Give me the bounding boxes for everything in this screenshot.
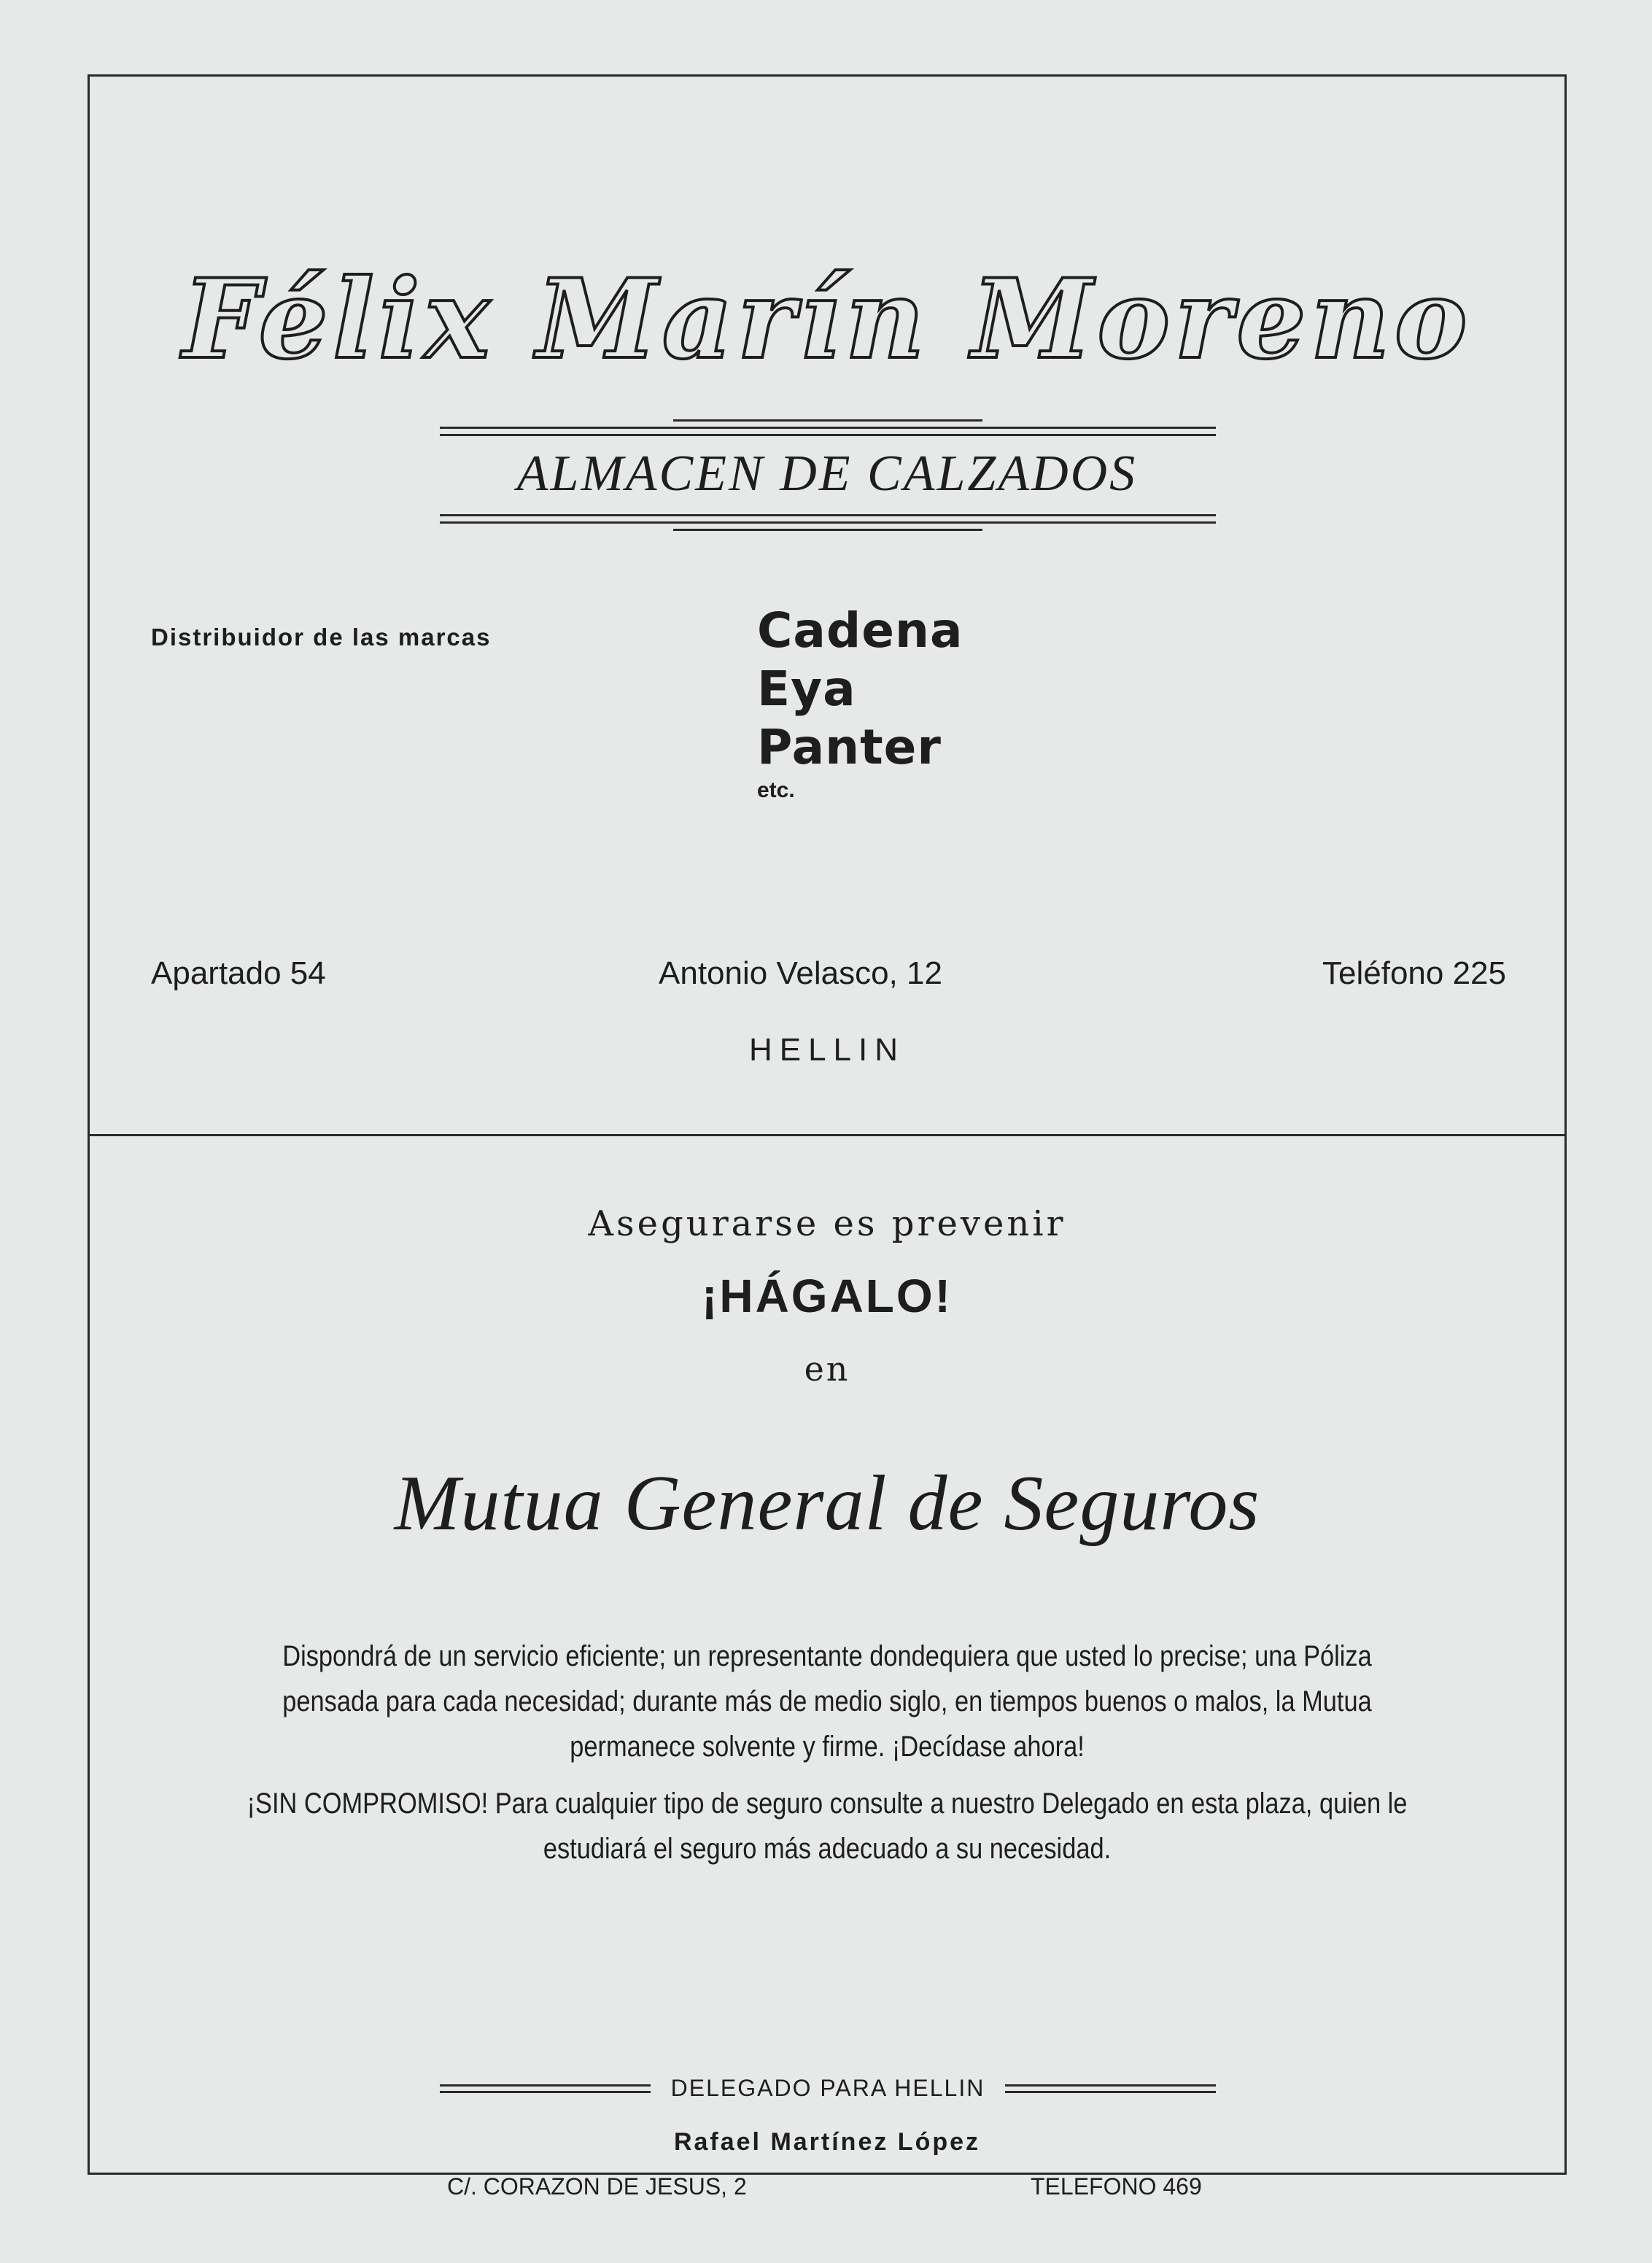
brand-item: Eya	[757, 661, 856, 717]
call-to-action: ¡HÁGALO!	[702, 1270, 953, 1322]
paragraph-1: Dispondrá de un servicio eficiente; un representante dondequiera que usted lo precise; una Póliza pensada para cada necesidad; durante más de medio siglo, en tiempos buenos o malos, la Mutua permanece solvente y firme. ¡Decídase ahora!	[282, 1640, 1372, 1763]
section-divider	[90, 1134, 1564, 1136]
street-address: Antonio Velasco, 12	[659, 955, 942, 991]
merchant-name: Félix Marín Moreno	[182, 255, 1472, 384]
body-text	[243, 1634, 1411, 1883]
top-rule	[440, 419, 1216, 441]
brand-list	[757, 602, 963, 803]
delegate-heading-row	[440, 2075, 1216, 2102]
business-type: ALMACEN DE CALZADOS	[516, 446, 1138, 502]
delegate-address: C/. CORAZON DE JESUS, 2	[447, 2173, 747, 2200]
delegate-heading: DELEGADO PARA HELLIN	[670, 2075, 985, 2101]
po-box: Apartado 54	[151, 955, 326, 991]
bottom-rule	[440, 514, 1216, 536]
city: HELLIN	[748, 1032, 906, 1068]
page-frame	[88, 74, 1567, 2200]
brand-item: Cadena	[757, 602, 963, 659]
phone: Teléfono 225	[1322, 955, 1506, 991]
brand-etc: etc.	[757, 778, 795, 802]
insurer-logo-text: Mutua General de Seguros	[394, 1460, 1260, 1547]
connector-text: en	[804, 1349, 850, 1389]
delegate-phone: TELEFONO 469	[1031, 2173, 1202, 2200]
slogan: Asegurarse es prevenir	[588, 1203, 1066, 1244]
delegate-name: Rafael Martínez López	[673, 2128, 981, 2156]
brand-item: Panter	[757, 719, 942, 775]
paragraph-2: ¡SIN COMPROMISO! Para cualquier tipo de seguro consulte a nuestro Delegado en esta plaza, quien le estudiará el seguro más adecuado a su necesidad.	[247, 1788, 1408, 1865]
distributor-label: Distribuidor de las marcas	[151, 624, 492, 651]
